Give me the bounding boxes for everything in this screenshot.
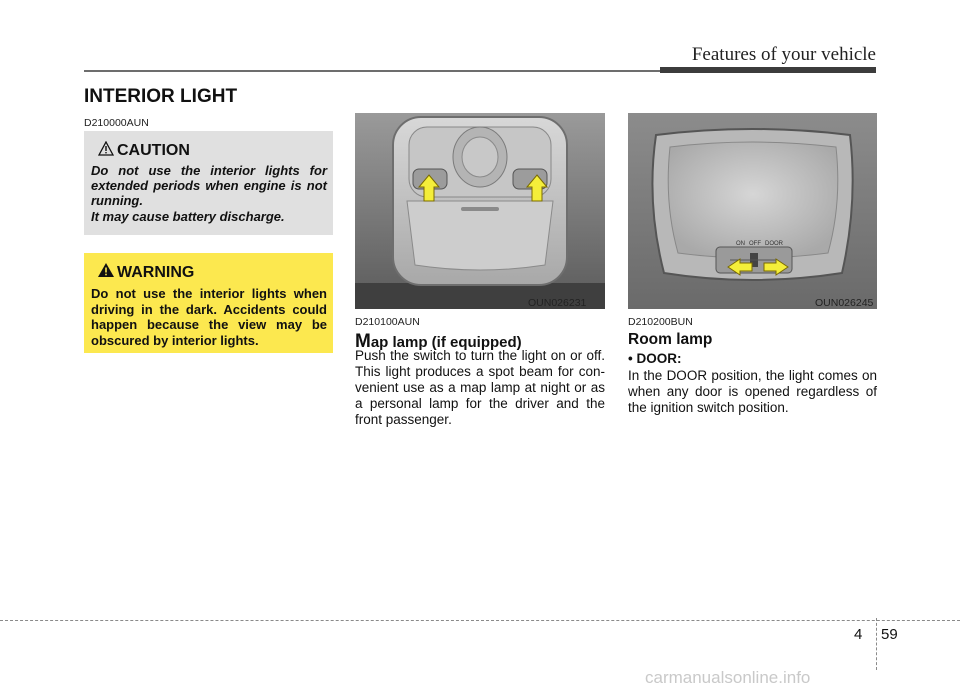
map-lamp-photo [355,113,605,309]
warning-text: Do not use the interior lights when driving in the dark. Accidents could happen because the view may be obscured by interior lights. [91,286,327,348]
switch-label-door: DOOR [765,241,783,247]
page-number: 59 [881,626,898,643]
caution-title: CAUTION [117,142,190,159]
map-lamp-heading-initial: M [355,331,371,352]
switch-label-off: OFF [749,241,761,247]
door-position-label: • DOOR: [628,351,682,366]
running-header: Features of your vehicle [691,44,876,65]
switch-label-on: ON [736,241,745,247]
caution-text-1: Do not use the interior lights for extended periods when engine is not running. [91,163,327,208]
map-lamp-photo-code: OUN026231 [528,297,587,309]
warning-title: WARNING [117,264,195,281]
map-lamp-body: Push the switch to turn the light on or off. This light produces a spot beam for con-venient use as a map lamp at night or as a personal lamp for the driver and the front passenger. [355,348,605,427]
footer-divider [876,618,877,670]
header-rule-accent [660,67,876,73]
watermark: carmanualsonline.info [645,668,811,687]
warning-icon [97,262,115,278]
room-lamp-photo [628,113,877,309]
section-code: D210000AUN [84,117,149,129]
map-lamp-code: D210100AUN [355,316,420,328]
room-lamp-heading: Room lamp [628,331,713,348]
footer-rule [0,620,960,621]
room-lamp-photo-code: OUN026245 [815,297,874,309]
section-title: INTERIOR LIGHT [84,86,238,107]
room-lamp-body: In the DOOR position, the light comes on when any door is opened regardless of the ignition switch position. [628,368,877,415]
caution-icon [98,141,114,156]
chapter-number: 4 [854,626,863,643]
room-lamp-code: D210200BUN [628,316,693,328]
caution-text-2: It may cause battery discharge. [91,209,285,224]
map-lamp-heading-rest: ap lamp (if equipped) [370,334,522,351]
